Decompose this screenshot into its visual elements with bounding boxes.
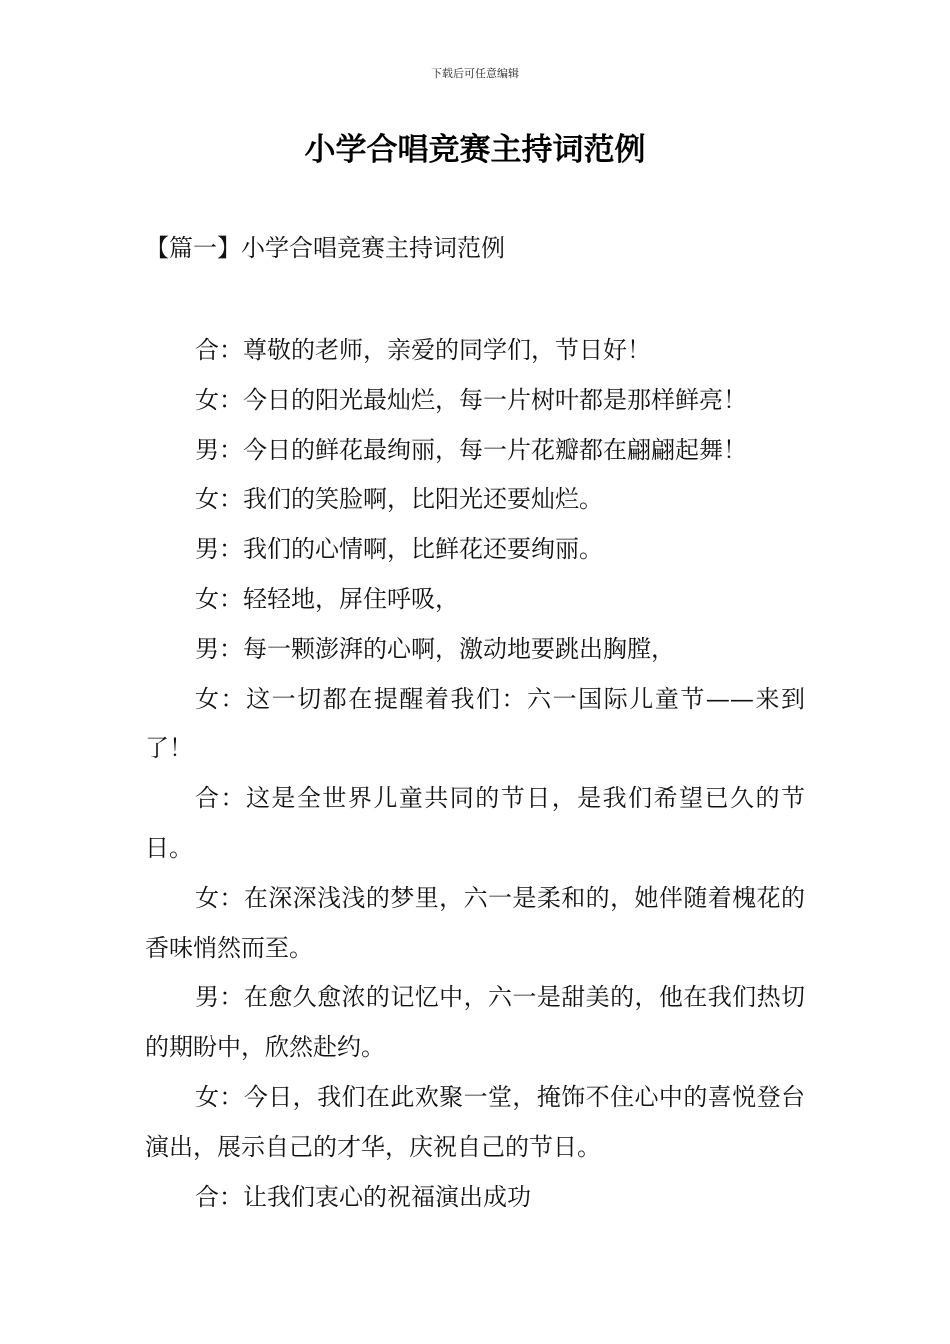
paragraph: 男：我们的心情啊，比鲜花还要绚丽。 — [195, 535, 603, 564]
paragraph: 男：每一颗澎湃的心啊，激动地要跳出胸膛， — [195, 634, 675, 663]
paragraph: 合：这是全世界儿童共同的节日，是我们希望已久的节日。 — [145, 784, 805, 862]
paragraph: 女：今日，我们在此欢聚一堂，掩饰不住心中的喜悦登台演出，展示自己的才华，庆祝自己的节日。 — [145, 1082, 805, 1161]
header-note: 下载后可任意编辑 — [431, 67, 519, 80]
paragraph: 女：这一切都在提醒着我们：六一国际儿童节——来到了！ — [145, 684, 805, 763]
document-title: 小学合唱竞赛主持词范例 — [304, 132, 646, 168]
paragraph: 合：让我们衷心的祝福演出成功 — [195, 1182, 531, 1211]
paragraph: 合：尊敬的老师，亲爱的同学们，节日好！ — [195, 336, 651, 364]
paragraph: 男：在愈久愈浓的记忆中，六一是甜美的，他在我们热切的期盼中，欣然赴约。 — [145, 983, 805, 1062]
section-heading: 【篇一】小学合唱竞赛主持词范例 — [145, 234, 505, 262]
paragraph: 男：今日的鲜花最绚丽，每一片花瓣都在翩翩起舞！ — [195, 435, 747, 464]
paragraph: 女：轻轻地，屏住呼吸， — [195, 584, 459, 613]
paragraph: 女：今日的阳光最灿烂，每一片树叶都是那样鲜亮！ — [195, 385, 747, 414]
document-body — [145, 326, 805, 1222]
paragraph: 女：在深深浅浅的梦里，六一是柔和的，她伴随着槐花的香味悄然而至。 — [145, 883, 805, 962]
paragraph: 女：我们的笑脸啊，比阳光还要灿烂。 — [195, 485, 603, 514]
